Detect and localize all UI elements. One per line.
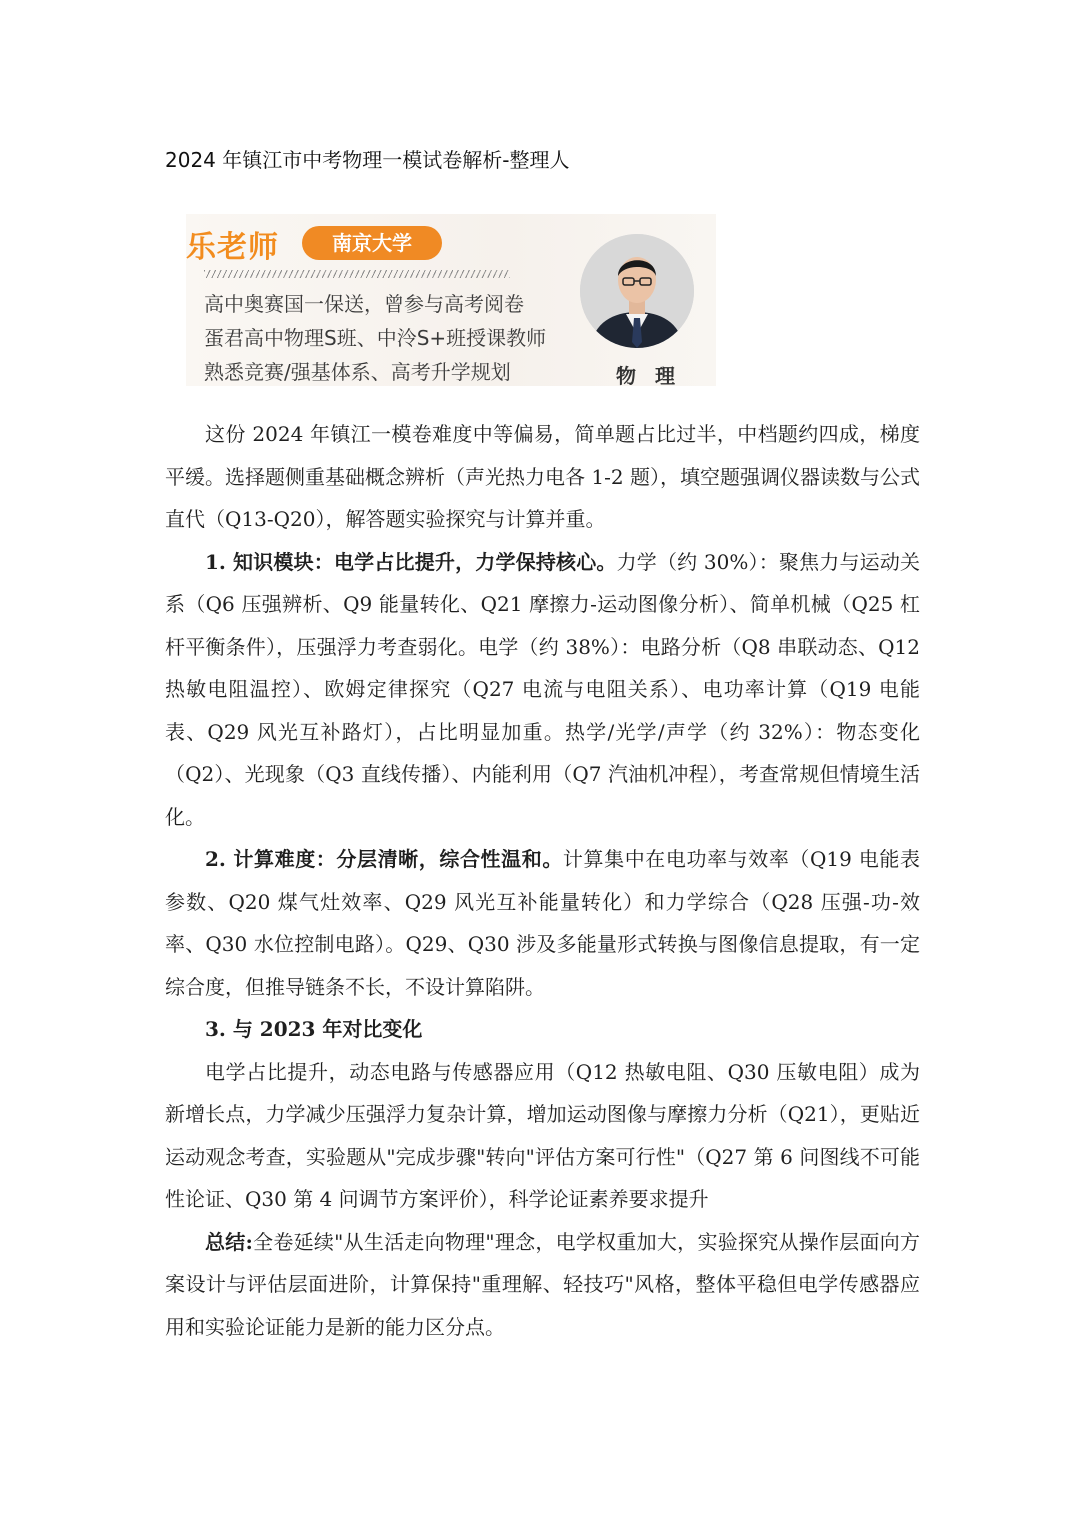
section-paragraph (165, 838, 920, 1008)
section-heading: 2. 计算难度：分层清晰，综合性温和。 (205, 847, 563, 871)
section-heading: 3. 与 2023 年对比变化 (205, 1017, 423, 1041)
teacher-credential: 熟悉竞赛/强基体系、高考升学规划 (204, 360, 511, 384)
section-heading: 1. 知识模块：电学占比提升，力学保持核心。 (205, 549, 617, 574)
decorative-divider (204, 270, 510, 278)
summary-label: 总结: (205, 1229, 253, 1254)
subject-label: 物 理 (616, 364, 681, 388)
section-text: 计算集中在电功率与效率（Q19 电能表参数、Q20 煤气灶效率、Q29 风光互补能量转化）和力学综合（Q28 压强-功-效率、Q30 水位控制电路）。Q29、Q30 涉及多能量形式转换与图像信息提取，有一定综合度，但推导链条不长，不设计算陷阱。 (165, 847, 921, 999)
teacher-credential: 蛋君高中物理S班、中泠S+班授课教师 (204, 326, 547, 350)
section-paragraph (165, 541, 920, 839)
document-title: 2024 年镇江市中考物理一模试卷解析-整理人 (165, 148, 570, 172)
intro-paragraph: 这份 2024 年镇江一模卷难度中等偏易，简单题占比过半，中档题约四成，梯度平缓。选择题侧重基础概念辨析（声光热力电各 1-2 题），填空题强调仪器读数与公式直代（Q13-Q20），解答题实验探究与计算并重。 (165, 422, 920, 531)
teacher-portrait-icon (580, 234, 694, 348)
university-badge: 南京大学 (302, 226, 442, 260)
summary-paragraph (165, 1221, 920, 1349)
comparison-paragraph: 电学占比提升，动态电路与传感器应用（Q12 热敏电阻、Q30 压敏电阻）成为新增长点，力学减少压强浮力复杂计算，增加运动图像与摩擦力分析（Q21），更贴近运动观念考查，实验题从"完成步骤"转向"评估方案可行性"（Q27 第 6 问图线不可能性论证、Q30 第 4 问调节方案评价），科学论证素养要求提升 (165, 1059, 920, 1211)
analysis-body (165, 413, 920, 1348)
teacher-credential: 高中奥赛国一保送，曾参与高考阅卷 (204, 292, 524, 316)
teacher-card (186, 214, 716, 386)
section-paragraph (165, 1008, 920, 1051)
teacher-name: 乐老师 (186, 230, 279, 265)
summary-text: 全卷延续"从生活走向物理"理念，电学权重加大，实验探究从操作层面向方案设计与评估层面进阶，计算保持"重理解、轻技巧"风格，整体平稳但电学传感器应用和实验论证能力是新的能力区分点。 (165, 1229, 920, 1339)
section-text: 力学（约 30%）：聚焦力与运动关系（Q6 压强辨析、Q9 能量转化、Q21 摩擦力-运动图像分析）、简单机械（Q25 杠杆平衡条件），压强浮力考查弱化。电学（约 38%）：电路分析（Q8 串联动态、Q12 热敏电阻温控）、欧姆定律探究（Q27 电流与电阻关系）、电功率计算（Q19 电能表、Q29 风光互补路灯），占比明显加重。热学/光学/声学（约 32%）：物态变化（Q2）、光现象（Q3 直线传播）、内能利用（Q7 汽油机冲程），考查常规但情境生活化。 (165, 549, 921, 829)
